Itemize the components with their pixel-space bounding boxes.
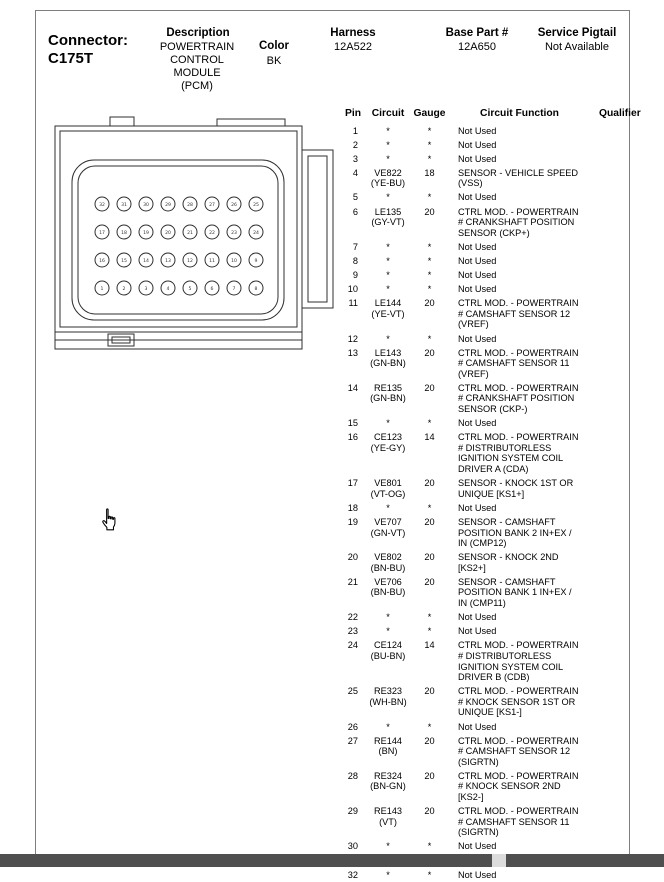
pin-number-cell: 19 (347, 516, 358, 527)
pin-number-cell: 9 (352, 270, 358, 281)
field-label-base-part: Base Part # (445, 27, 509, 39)
qualifier-cell (583, 575, 643, 610)
pin-number-cell: 18 (347, 502, 358, 513)
circuit-function-cell: Not Used (458, 153, 497, 164)
connector-pin-number: 15 (121, 258, 127, 264)
circuit-function-cell: Not Used (458, 612, 497, 623)
pin-number-cell: 5 (352, 192, 358, 203)
qualifier-cell (583, 152, 643, 166)
connector-title (48, 32, 128, 68)
field-label-service-pigtail: Service Pigtail (537, 27, 617, 39)
connector-pin-number: 29 (165, 202, 171, 208)
connector-pin-number: 20 (165, 230, 171, 236)
connector-pin-number: 25 (253, 202, 259, 208)
qualifier-cell (583, 551, 643, 576)
connector-pin-number: 14 (143, 258, 149, 264)
field-label-harness: Harness (330, 27, 376, 39)
circuit-cell: VE706 (BN-BU) (370, 576, 406, 598)
gauge-cell: * (427, 241, 432, 252)
circuit-cell: * (386, 284, 390, 295)
field-value-harness: 12A522 (334, 41, 372, 53)
pin-row (345, 477, 643, 502)
pin-number-cell: 17 (347, 478, 358, 489)
circuit-function-cell: CTRL MOD. - POWERTRAIN # DISTRIBUTORLESS IGNITION SYSTEM COIL DRIVER B (CDB) (458, 640, 579, 683)
mouse-pointer-hand-icon (100, 508, 120, 532)
connector-pin-number: 17 (99, 230, 105, 236)
connector-id: C175T (48, 50, 94, 67)
pin-table-container (345, 108, 643, 880)
qualifier-cell (583, 611, 643, 625)
gauge-cell: * (427, 333, 432, 344)
pin-row (345, 254, 643, 268)
circuit-function-cell: Not Used (458, 869, 497, 880)
circuit-function-cell: CTRL MOD. - POWERTRAIN # CRANKSHAFT POSITION SENSOR (CKP+) (458, 206, 579, 238)
circuit-function-cell: Not Used (458, 241, 497, 252)
circuit-cell: CE123 (YE-GY) (370, 432, 406, 453)
qualifier-cell (583, 868, 643, 882)
connector-pin-number: 2 (122, 286, 126, 292)
gauge-cell: * (427, 125, 432, 136)
circuit-function-cell: Not Used (458, 125, 497, 136)
circuit-cell: * (386, 270, 390, 281)
circuit-cell: * (386, 612, 390, 623)
connector-pin-number: 7 (232, 286, 236, 292)
field-value-color: BK (266, 55, 282, 67)
field-value-description: POWERTRAIN CONTROL MODULE (PCM) (159, 41, 235, 92)
pin-row (345, 205, 643, 240)
field-value-service-pigtail: Not Available (544, 41, 609, 53)
connector-diagram (52, 116, 337, 366)
pin-number-cell: 7 (352, 241, 358, 252)
pin-number-cell: 16 (347, 432, 358, 443)
qualifier-cell (583, 297, 643, 332)
pin-row (345, 575, 643, 610)
gauge-cell: * (427, 502, 432, 513)
circuit-function-cell: Not Used (458, 418, 497, 429)
circuit-function-cell: Not Used (458, 284, 497, 295)
pin-row (345, 431, 643, 477)
pin-number-cell: 24 (347, 640, 358, 651)
circuit-cell: VE822 (YE-BU) (370, 167, 406, 189)
gauge-cell: * (427, 153, 432, 164)
pin-row (345, 381, 643, 416)
connector-pin-number: 22 (209, 230, 215, 236)
circuit-cell: LE143 (GN-BN) (370, 347, 406, 369)
connector-top-tab-left (110, 117, 134, 126)
qualifier-cell (583, 477, 643, 502)
gauge-cell: 20 (424, 382, 435, 393)
pin-number-cell: 6 (352, 206, 358, 217)
qualifier-cell (583, 138, 643, 152)
pin-number-cell: 3 (352, 153, 358, 164)
gauge-cell: * (427, 869, 432, 880)
connector-pin-number: 31 (121, 202, 127, 208)
pin-number-cell: 15 (347, 418, 358, 429)
column-header-gauge: Gauge (413, 108, 446, 119)
circuit-cell: * (386, 125, 390, 136)
pin-number-cell: 25 (347, 686, 358, 697)
circuit-function-cell: Not Used (458, 502, 497, 513)
qualifier-cell (583, 734, 643, 769)
circuit-cell: * (386, 192, 390, 203)
pin-row (345, 515, 643, 550)
circuit-cell: LE135 (GY-VT) (371, 206, 405, 228)
pin-row (345, 283, 643, 297)
qualifier-cell (583, 769, 643, 804)
pin-number-cell: 30 (347, 841, 358, 852)
gauge-cell: 14 (424, 640, 435, 651)
pin-row (345, 840, 643, 854)
connector-pin-number: 30 (143, 202, 149, 208)
connector-pin-number: 16 (99, 258, 105, 264)
qualifier-cell (583, 283, 643, 297)
gauge-cell: 20 (424, 206, 435, 217)
connector-body-outer (55, 126, 302, 332)
qualifier-cell (583, 254, 643, 268)
qualifier-cell (583, 720, 643, 734)
pin-row (345, 625, 643, 639)
pin-number-cell: 28 (347, 770, 358, 781)
circuit-cell: RE324 (BN-GN) (370, 770, 406, 792)
gauge-cell: * (427, 612, 432, 623)
circuit-function-cell: CTRL MOD. - POWERTRAIN # KNOCK SENSOR 1ST OR UNIQUE [KS1-] (458, 686, 579, 718)
pin-row (345, 685, 643, 720)
connector-pin-number: 5 (188, 286, 192, 292)
column-header-pin: Pin (345, 108, 362, 119)
pin-row (345, 611, 643, 625)
pin-number-cell: 27 (347, 735, 358, 746)
pin-row (345, 332, 643, 346)
qualifier-cell (583, 501, 643, 515)
circuit-cell: VE801 (VT-OG) (370, 478, 406, 499)
connector-pins (95, 197, 263, 295)
connector-latch-inner (308, 156, 327, 302)
circuit-function-cell: Not Used (458, 139, 497, 150)
qualifier-cell (583, 417, 643, 431)
pin-number-cell: 1 (352, 125, 358, 136)
circuit-cell: * (386, 139, 390, 150)
circuit-cell: * (386, 153, 390, 164)
connector-pin-number: 11 (209, 258, 215, 264)
circuit-cell: LE144 (YE-VT) (371, 298, 405, 319)
qualifier-cell (583, 805, 643, 840)
gauge-cell: 20 (424, 552, 435, 563)
circuit-function-cell: SENSOR - CAMSHAFT POSITION BANK 2 IN+EX / IN (CMP12) (458, 516, 572, 549)
pin-number-cell: 13 (347, 347, 358, 358)
circuit-function-cell: CTRL MOD. - POWERTRAIN # CRANKSHAFT POSITION SENSOR (CKP-) (458, 382, 579, 415)
pin-row (345, 734, 643, 769)
pin-number-cell: 29 (347, 806, 358, 817)
gauge-cell: 20 (424, 347, 435, 358)
pin-table (345, 108, 643, 882)
pin-table-body (345, 124, 643, 882)
circuit-function-cell: SENSOR - KNOCK 2ND [KS2+] (458, 552, 559, 573)
circuit-cell: * (386, 255, 390, 266)
column-header-circuit: Circuit (371, 108, 405, 119)
circuit-function-cell: Not Used (458, 333, 497, 344)
qualifier-cell (583, 381, 643, 416)
connector-pin-number: 24 (253, 230, 259, 236)
pin-row (345, 769, 643, 804)
connector-face-outer (72, 160, 284, 320)
qualifier-cell (583, 269, 643, 283)
connector-pin-number: 10 (231, 258, 237, 264)
field-label-color: Color (258, 40, 290, 52)
qualifier-cell (583, 124, 643, 138)
pin-row (345, 166, 643, 191)
connector-pin-number: 21 (187, 230, 193, 236)
gauge-cell: 20 (424, 478, 435, 489)
horizontal-scrollbar[interactable] (0, 854, 664, 867)
pin-number-cell: 23 (347, 626, 358, 637)
connector-pin-number: 18 (121, 230, 127, 236)
circuit-function-cell: Not Used (458, 255, 497, 266)
circuit-cell: VE707 (GN-VT) (370, 516, 406, 538)
pin-number-cell: 21 (347, 576, 358, 587)
circuit-cell: * (386, 626, 390, 637)
qualifier-cell (583, 625, 643, 639)
qualifier-cell (583, 166, 643, 191)
connector-pin-number: 28 (187, 202, 193, 208)
circuit-cell: RE144 (BN) (373, 735, 403, 757)
field-label-description: Description (166, 27, 230, 39)
circuit-cell: * (386, 841, 390, 852)
connector-pin-number: 12 (187, 258, 193, 264)
connector-pin-number: 23 (231, 230, 237, 236)
column-header-qualifier: Qualifier (599, 108, 641, 119)
qualifier-cell (583, 332, 643, 346)
pin-row (345, 138, 643, 152)
gauge-cell: 20 (424, 576, 435, 587)
circuit-cell: * (386, 333, 390, 344)
circuit-function-cell: Not Used (458, 270, 497, 281)
circuit-function-cell: CTRL MOD. - POWERTRAIN # KNOCK SENSOR 2ND [KS2-] (458, 770, 579, 803)
qualifier-cell (583, 639, 643, 685)
circuit-function-cell: SENSOR - CAMSHAFT POSITION BANK 1 IN+EX / IN (CMP11) (458, 576, 572, 609)
connector-pin-number: 3 (144, 286, 148, 292)
circuit-cell: * (386, 241, 390, 252)
gauge-cell: * (427, 255, 432, 266)
qualifier-cell (583, 346, 643, 381)
qualifier-cell (583, 515, 643, 550)
pin-number-cell: 2 (352, 139, 358, 150)
gauge-cell: * (427, 139, 432, 150)
circuit-function-cell: Not Used (458, 192, 497, 203)
pin-row (345, 240, 643, 254)
pin-number-cell: 22 (347, 612, 358, 623)
column-header-function: Circuit Function (480, 108, 559, 119)
qualifier-cell (583, 240, 643, 254)
pin-row (345, 297, 643, 332)
circuit-function-cell: Not Used (458, 626, 497, 637)
circuit-cell: RE135 (GN-BN) (370, 382, 406, 404)
gauge-cell: * (427, 284, 432, 295)
pin-row (345, 720, 643, 734)
pin-row (345, 152, 643, 166)
gauge-cell: 20 (424, 735, 435, 746)
gauge-cell: * (427, 192, 432, 203)
circuit-cell: VE802 (BN-BU) (370, 552, 406, 573)
pin-number-cell: 14 (347, 382, 358, 393)
circuit-function-cell: Not Used (458, 721, 497, 732)
pin-number-cell: 12 (347, 333, 358, 344)
pin-table-header-row (345, 108, 643, 124)
pin-row (345, 501, 643, 515)
circuit-function-cell: CTRL MOD. - POWERTRAIN # CAMSHAFT SENSOR 11 (SIGRTN) (458, 806, 579, 838)
gauge-cell: 14 (424, 432, 435, 443)
connector-pin-number: 1 (100, 286, 104, 292)
gauge-cell: 20 (424, 516, 435, 527)
connector-pin-number: 4 (166, 286, 170, 292)
pin-number-cell: 8 (352, 255, 358, 266)
qualifier-cell (583, 205, 643, 240)
circuit-function-cell: Not Used (458, 841, 497, 852)
circuit-function-cell: SENSOR - VEHICLE SPEED (VSS) (458, 167, 578, 189)
circuit-cell: * (386, 869, 390, 880)
qualifier-cell (583, 685, 643, 720)
pin-number-cell: 20 (347, 552, 358, 563)
qualifier-cell (583, 191, 643, 205)
pin-number-cell: 11 (348, 298, 358, 309)
gauge-cell: * (427, 721, 432, 732)
connector-latch-outer (302, 150, 333, 308)
circuit-cell: * (386, 721, 390, 732)
gauge-cell: * (427, 270, 432, 281)
circuit-function-cell: CTRL MOD. - POWERTRAIN # CAMSHAFT SENSOR 12 (SIGRTN) (458, 735, 579, 767)
circuit-cell: * (386, 418, 390, 429)
connector-label: Connector: (48, 32, 128, 49)
connector-pin-number: 19 (143, 230, 149, 236)
connector-top-tab-right (217, 119, 285, 126)
circuit-cell: * (386, 502, 390, 513)
scrollbar-gap (492, 854, 506, 867)
pin-row (345, 124, 643, 138)
pin-row (345, 346, 643, 381)
gauge-cell: * (427, 626, 432, 637)
circuit-function-cell: CTRL MOD. - POWERTRAIN # CAMSHAFT SENSOR 12 (VREF) (458, 298, 579, 330)
circuit-cell: RE143 (VT) (373, 806, 403, 827)
connector-pin-number: 13 (165, 258, 171, 264)
gauge-cell: * (427, 418, 432, 429)
circuit-cell: CE124 (BU-BN) (370, 640, 406, 661)
connector-pin-number: 26 (231, 202, 237, 208)
connector-pin-number: 8 (254, 286, 258, 292)
pin-number-cell: 4 (352, 167, 358, 178)
pin-row (345, 868, 643, 882)
qualifier-cell (583, 840, 643, 854)
pin-row (345, 417, 643, 431)
gauge-cell: * (427, 841, 432, 852)
circuit-function-cell: SENSOR - KNOCK 1ST OR UNIQUE [KS1+] (458, 478, 574, 499)
circuit-cell: RE323 (WH-BN) (369, 686, 407, 707)
circuit-function-cell: CTRL MOD. - POWERTRAIN # CAMSHAFT SENSOR 11 (VREF) (458, 347, 579, 379)
pin-number-cell: 32 (347, 869, 358, 880)
connector-pin-number: 9 (254, 258, 258, 264)
field-value-base-part: 12A650 (458, 41, 496, 53)
pin-number-cell: 26 (347, 721, 358, 732)
pin-row (345, 191, 643, 205)
connector-pin-number: 32 (99, 202, 105, 208)
pin-row (345, 551, 643, 576)
gauge-cell: 20 (424, 806, 435, 817)
pin-row (345, 805, 643, 840)
pin-number-cell: 10 (347, 284, 358, 295)
gauge-cell: 18 (424, 167, 435, 178)
qualifier-cell (583, 431, 643, 477)
circuit-function-cell: CTRL MOD. - POWERTRAIN # DISTRIBUTORLESS IGNITION SYSTEM COIL DRIVER A (CDA) (458, 432, 579, 475)
pin-row (345, 639, 643, 685)
connector-pin-number: 6 (210, 286, 214, 292)
gauge-cell: 20 (424, 686, 435, 697)
pin-row (345, 269, 643, 283)
gauge-cell: 20 (424, 298, 435, 309)
connector-pin-number: 27 (209, 202, 215, 208)
gauge-cell: 20 (424, 770, 435, 781)
